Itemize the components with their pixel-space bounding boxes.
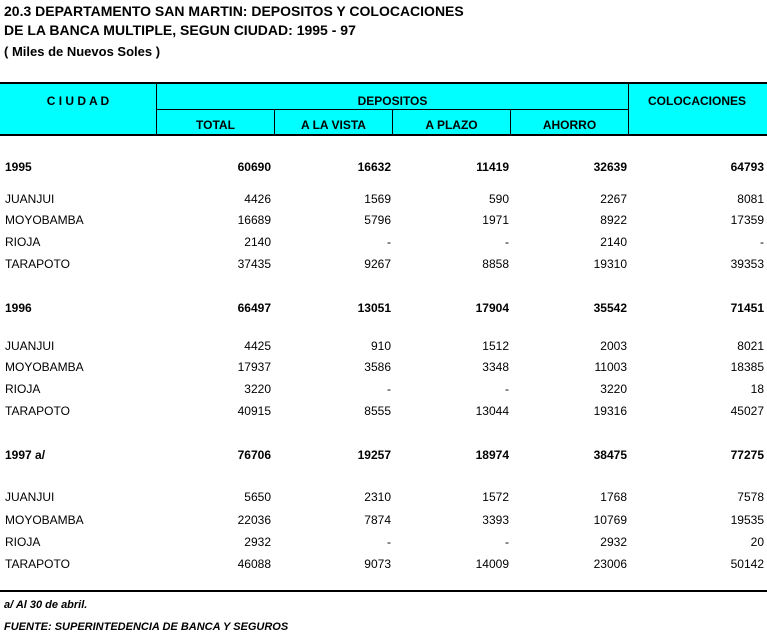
- row-label: MOYOBAMBA: [5, 360, 84, 374]
- cell-total: 22036: [237, 513, 271, 527]
- header-divider: [628, 84, 629, 134]
- year-total-row: [0, 445, 767, 467]
- table-row: [0, 379, 767, 401]
- cell-a-plazo: 1572: [482, 490, 509, 504]
- table-row: [0, 357, 767, 379]
- cell-total: 37435: [237, 257, 271, 271]
- header-ciudad: C I U D A D: [46, 94, 110, 108]
- footnote: a/ Al 30 de abril.: [4, 599, 88, 611]
- row-label: 1995: [5, 160, 32, 174]
- cell-total: 66497: [237, 301, 271, 315]
- header-subrule: [156, 109, 628, 110]
- cell-a-la-vista: -: [387, 235, 391, 249]
- row-label: RIOJA: [5, 535, 41, 549]
- table-row: [0, 232, 767, 254]
- table-units: ( Miles de Nuevos Soles ): [4, 44, 161, 59]
- row-label: 1997 a/: [5, 448, 46, 462]
- cell-a-la-vista: 2310: [364, 490, 391, 504]
- cell-ahorro: 3220: [600, 382, 627, 396]
- cell-a-plazo: 11419: [476, 160, 509, 174]
- cell-colocaciones: 71451: [730, 301, 764, 315]
- cell-a-plazo: 14009: [475, 557, 509, 571]
- cell-ahorro: 1768: [600, 490, 627, 504]
- cell-a-la-vista: 3586: [364, 360, 391, 374]
- cell-a-plazo: 3348: [482, 360, 509, 374]
- cell-a-la-vista: 16632: [357, 160, 391, 174]
- cell-colocaciones: 77275: [730, 448, 764, 462]
- cell-colocaciones: 17359: [730, 213, 764, 227]
- cell-total: 3220: [244, 382, 271, 396]
- cell-a-la-vista: 8555: [364, 404, 391, 418]
- cell-colocaciones: 39353: [730, 257, 764, 271]
- table-row: [0, 254, 767, 276]
- table-row: [0, 401, 767, 423]
- table-row: [0, 487, 767, 509]
- cell-colocaciones: 8021: [737, 339, 764, 353]
- table-row: [0, 532, 767, 554]
- cell-ahorro: 2140: [600, 235, 627, 249]
- cell-colocaciones: 64793: [730, 160, 764, 174]
- cell-a-la-vista: 9073: [364, 557, 391, 571]
- row-label: TARAPOTO: [5, 557, 70, 571]
- cell-a-la-vista: 7874: [364, 513, 391, 527]
- cell-total: 16689: [237, 213, 271, 227]
- row-label: 1996: [5, 301, 32, 315]
- cell-ahorro: 2003: [600, 339, 627, 353]
- cell-ahorro: 10769: [593, 513, 627, 527]
- cell-ahorro: 8922: [600, 213, 627, 227]
- cell-total: 76706: [237, 448, 271, 462]
- cell-a-plazo: -: [505, 382, 509, 396]
- cell-ahorro: 19310: [593, 257, 627, 271]
- cell-colocaciones: 18385: [730, 360, 764, 374]
- cell-a-la-vista: -: [387, 535, 391, 549]
- cell-ahorro: 19316: [593, 404, 627, 418]
- cell-a-plazo: 590: [488, 192, 509, 206]
- table-row: [0, 510, 767, 532]
- cell-a-la-vista: 1569: [364, 192, 391, 206]
- cell-a-plazo: -: [505, 235, 509, 249]
- cell-a-la-vista: 19257: [357, 448, 391, 462]
- row-label: JUANJUI: [5, 490, 55, 504]
- table-title: 20.3 DEPARTAMENTO SAN MARTIN: DEPOSITOS Y COLOCACIONES: [4, 3, 464, 19]
- cell-colocaciones: 50142: [730, 557, 764, 571]
- year-total-row: [0, 298, 767, 320]
- table-row: [0, 554, 767, 576]
- table-row: [0, 336, 767, 358]
- table-row: [0, 189, 767, 211]
- cell-total: 40915: [237, 404, 271, 418]
- cell-total: 17937: [237, 360, 271, 374]
- table-bottom-rule: [0, 590, 767, 592]
- row-label: TARAPOTO: [5, 257, 70, 271]
- cell-colocaciones: 45027: [730, 404, 764, 418]
- row-label: JUANJUI: [5, 192, 55, 206]
- cell-ahorro: 11003: [594, 360, 627, 374]
- cell-a-plazo: -: [505, 535, 509, 549]
- cell-a-plazo: 13044: [475, 404, 509, 418]
- row-label: MOYOBAMBA: [5, 213, 84, 227]
- row-label: TARAPOTO: [5, 404, 70, 418]
- row-label: RIOJA: [5, 382, 41, 396]
- cell-ahorro: 2267: [600, 192, 627, 206]
- cell-a-plazo: 8858: [482, 257, 509, 271]
- cell-ahorro: 32639: [593, 160, 627, 174]
- cell-total: 5650: [244, 490, 271, 504]
- source-note: FUENTE: SUPERINTEDENCIA DE BANCA Y SEGUROS: [4, 621, 289, 633]
- cell-total: 2140: [244, 235, 271, 249]
- cell-total: 46088: [237, 557, 271, 571]
- header-ahorro: AHORRO: [542, 118, 597, 132]
- cell-a-la-vista: 910: [370, 339, 391, 353]
- cell-a-plazo: 17904: [475, 301, 509, 315]
- cell-colocaciones: 18: [750, 382, 764, 396]
- cell-colocaciones: 20: [750, 535, 764, 549]
- cell-a-plazo: 1971: [482, 213, 509, 227]
- cell-a-la-vista: -: [387, 382, 391, 396]
- cell-total: 60690: [237, 160, 271, 174]
- row-label: MOYOBAMBA: [5, 513, 84, 527]
- cell-a-la-vista: 5796: [364, 213, 391, 227]
- header-a-plazo: A PLAZO: [425, 118, 478, 132]
- cell-total: 2932: [244, 535, 271, 549]
- table-title-line2: DE LA BANCA MULTIPLE, SEGUN CIUDAD: 1995 - 97: [4, 22, 356, 38]
- row-label: RIOJA: [5, 235, 41, 249]
- cell-a-plazo: 18974: [475, 448, 509, 462]
- cell-total: 4425: [244, 339, 271, 353]
- cell-colocaciones: 19535: [730, 513, 764, 527]
- header-colocaciones: COLOCACIONES: [647, 94, 746, 108]
- year-total-row: [0, 157, 767, 179]
- cell-colocaciones: 7578: [737, 490, 764, 504]
- header-depositos: DEPOSITOS: [357, 94, 428, 108]
- cell-colocaciones: 8081: [737, 192, 764, 206]
- header-total: TOTAL: [196, 118, 235, 132]
- table-row: [0, 210, 767, 232]
- header-a-la-vista: A LA VISTA: [301, 118, 366, 132]
- cell-ahorro: 23006: [593, 557, 627, 571]
- table-header: [0, 82, 767, 136]
- cell-total: 4426: [244, 192, 271, 206]
- cell-a-la-vista: 13051: [357, 301, 391, 315]
- row-label: JUANJUI: [5, 339, 55, 353]
- cell-a-plazo: 1512: [482, 339, 509, 353]
- cell-a-la-vista: 9267: [364, 257, 391, 271]
- cell-ahorro: 35542: [593, 301, 627, 315]
- cell-colocaciones: -: [760, 235, 764, 249]
- cell-ahorro: 38475: [593, 448, 627, 462]
- cell-ahorro: 2932: [600, 535, 627, 549]
- cell-a-plazo: 3393: [482, 513, 509, 527]
